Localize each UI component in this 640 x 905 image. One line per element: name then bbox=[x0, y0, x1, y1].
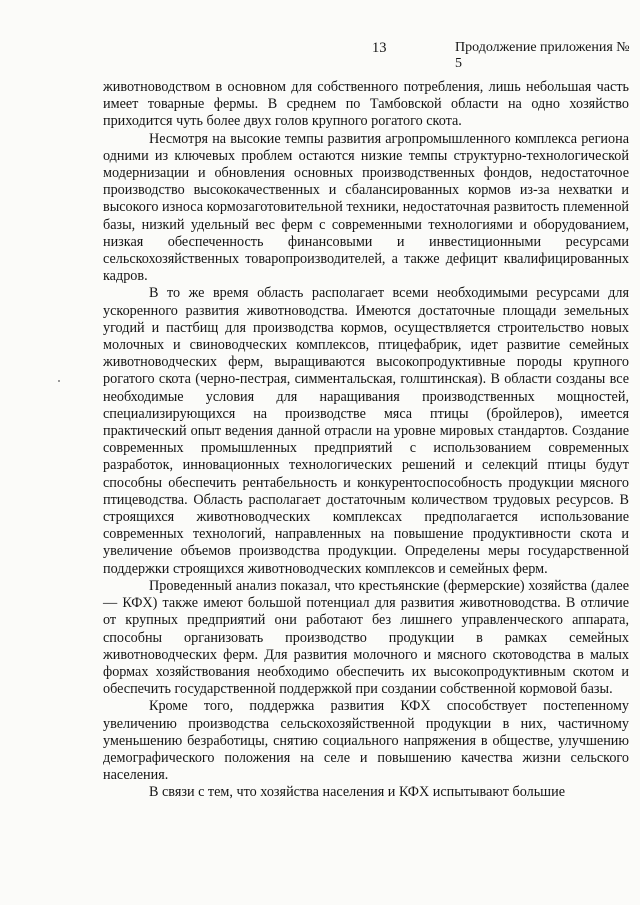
paragraph-problems: Несмотря на высокие темпы развития агропромышленного комплекса региона одними из ключевых проблем остаются низкие темпы структурно-технологической модернизации и обновления основных производственных фондов, недостаточное производство высококачественных и сбалансированных кормов из-за нехватки и высокого износа кормозаготовительной техники, недостаточная развитость племенной базы, низкий удельный вес ферм с современными технологиями и оборудованием, низкая обеспеченность финансовыми и инвестиционными ресурсами сельскохозяйственных товаропроизводителей, а также дефицит квалифицированных кадров. bbox=[103, 130, 629, 285]
appendix-continuation-note: Продолжение приложения № 5 bbox=[455, 40, 630, 71]
paragraph-kfh-support: Кроме того, поддержка развития КФХ способствует постепенному увеличению производства сельскохозяйственной продукции в них, частичному уменьшению безработицы, снятию социального напряжения в обществе, улучшению демографического положения на селе и повышению качества жизни сельского населения. bbox=[103, 698, 629, 784]
body-text bbox=[103, 79, 629, 802]
paragraph-continued: животноводством в основном для собственного потребления, лишь небольшая часть имеет товарные фермы. В среднем по Тамбовской области на одно хозяйство приходится чуть более двух голов крупного рогатого скота. bbox=[103, 79, 629, 130]
margin-speck bbox=[58, 380, 60, 382]
paragraph-resources: В то же время область располагает всеми необходимыми ресурсами для ускоренного развития животноводства. Имеются достаточные площади земельных угодий и пастбищ для производства кормов, осуществляется строительство новых молочных и свиноводческих комплексов, птицефабрик, идет развитие семейных животноводческих ферм, выращиваются высокопродуктивные породы крупного рогатого скота (черно-пестрая, симментальская, голштинская). В области созданы все необходимые условия для наращивания производственных мощностей, специализирующихся на производстве мяса птицы (бройлеров), имеется практический опыт ведения данной отрасли на уровне мировых стандартов. Создание современных промышленных предприятий с использованием современных разработок, инновационных технологических решений и селекций птицы будут способны обеспечить рентабельность и конкурентоспособность продукции мясного птицеводства. Область располагает достаточным количеством трудовых ресурсов. В строящихся животноводческих комплексах предполагается использование современных технологий, направленных на повышение продуктивности скота и увеличение объемов производства продукции. Определены меры государственной поддержки строящихся животноводческих комплексов и семейных ферм. bbox=[103, 285, 629, 577]
paragraph-final: В связи с тем, что хозяйства населения и КФХ испытывают большие bbox=[149, 784, 565, 801]
paragraph-kfh-analysis: Проведенный анализ показал, что крестьянские (фермерские) хозяйства (далее — КФХ) также имеют большой потенциал для развития животноводства. В отличие от крупных предприятий они работают без лишнего управленческого аппарата, способны организовать производство продукции в рамках семейных животноводческих ферм. Для развития молочного и мясного скотоводства в малых формах хозяйствования необходимо обеспечить их высокопродуктивным скотом и обеспечить государственной поддержкой при создании собственной кормовой базы. bbox=[103, 577, 629, 698]
page-number: 13 bbox=[372, 40, 387, 56]
